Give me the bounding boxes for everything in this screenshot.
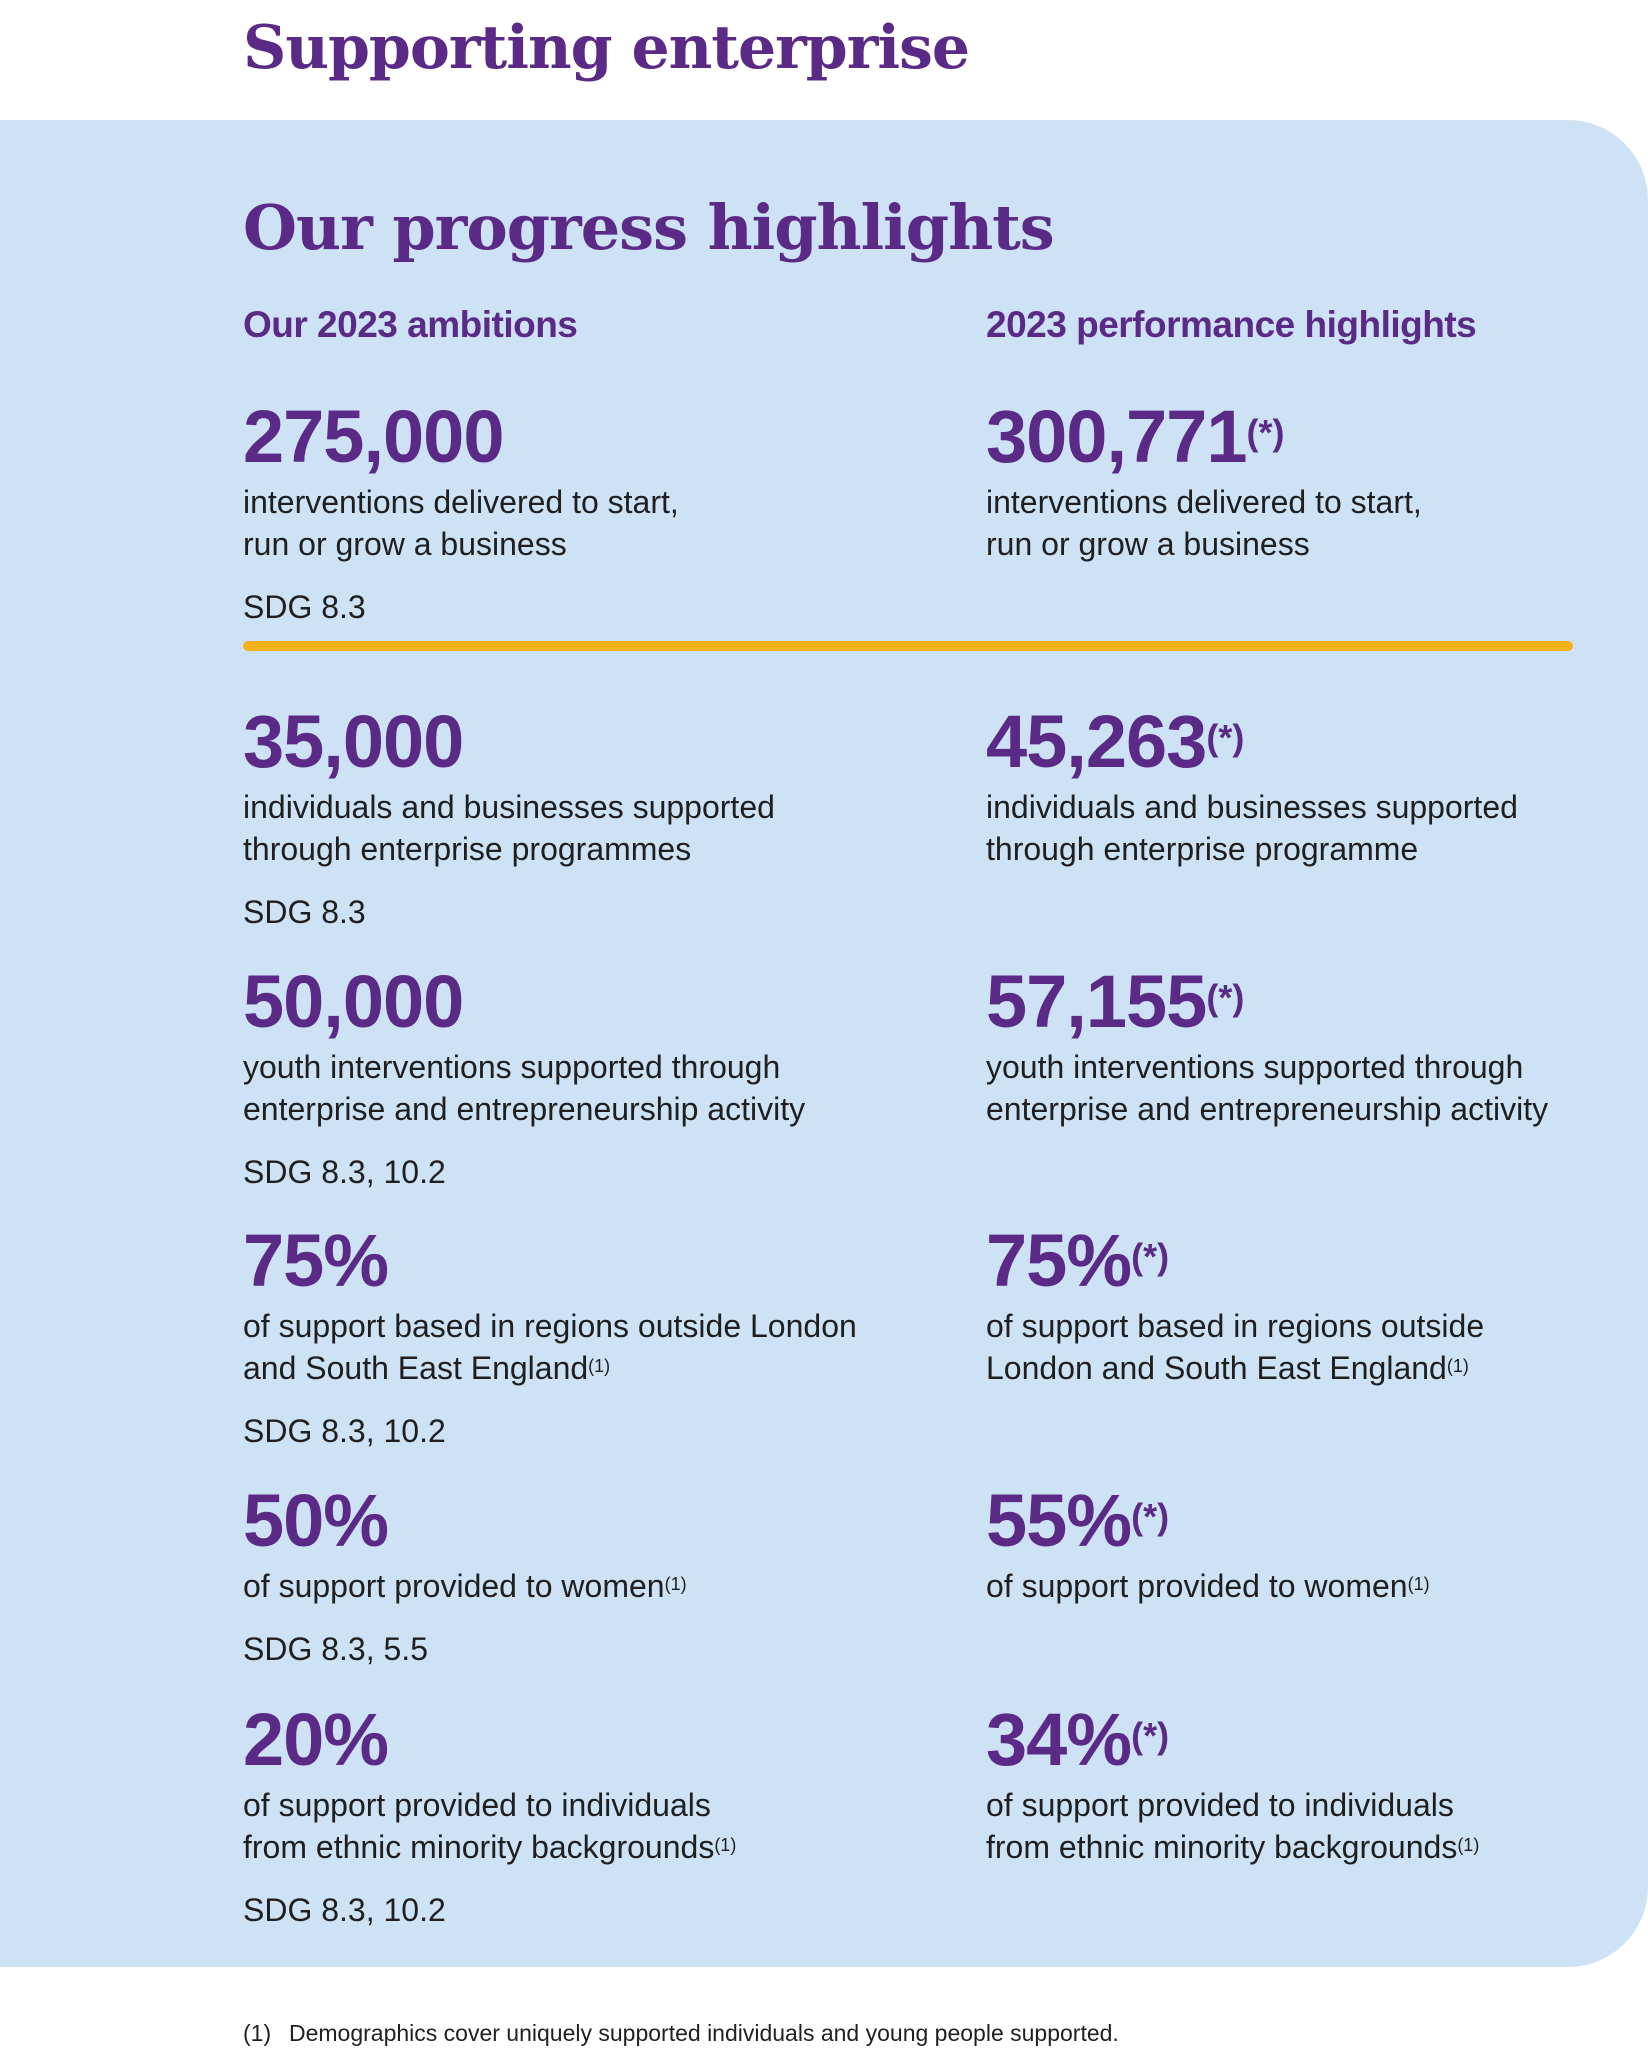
description-text: from ethnic minority backgrounds [243, 1829, 715, 1865]
performance-value [986, 393, 1606, 481]
assured-mark: (*) [1206, 717, 1245, 758]
ambition-description [243, 1305, 883, 1389]
performance-value-number: 300,771 [986, 395, 1247, 478]
sdg-reference: SDG 8.3, 10.2 [243, 1154, 446, 1190]
description-line: interventions delivered to start, [986, 484, 1422, 520]
assured-mark: (*) [1131, 1715, 1170, 1756]
performance-item [986, 958, 1606, 1130]
performance-value [986, 698, 1606, 786]
description-line: enterprise and entrepreneurship activity [986, 1091, 1549, 1127]
description-text: from ethnic minority backgrounds [986, 1829, 1458, 1865]
footnote-text: Demographics cover uniquely supported individuals and young people supported. [289, 2020, 1119, 2046]
footnote-ref: (1) [714, 1835, 737, 1855]
sdg-reference: SDG 8.3, 10.2 [243, 1892, 446, 1928]
ambition-value [243, 958, 883, 1046]
performance-item [986, 1217, 1606, 1389]
ambition-description [243, 1046, 883, 1130]
performance-description [986, 1305, 1606, 1389]
ambition-item [243, 393, 883, 628]
performance-description [986, 1565, 1606, 1607]
ambition-item [243, 1477, 883, 1670]
ambition-description [243, 786, 883, 870]
assured-mark: (*) [1131, 1496, 1170, 1537]
performance-value [986, 958, 1606, 1046]
description-line: run or grow a business [986, 526, 1310, 562]
description-line [243, 1565, 883, 1607]
footnote-ref: (1) [1457, 1835, 1480, 1855]
footnote-ref: (1) [1407, 1574, 1430, 1594]
description-line: of support provided to individuals [986, 1787, 1454, 1823]
performance-item [986, 1696, 1606, 1868]
assured-mark: (*) [1131, 1236, 1170, 1277]
description-line: through enterprise programmes [243, 831, 692, 867]
description-line [986, 1826, 1606, 1868]
footnote-ref: (1) [1446, 1356, 1469, 1376]
performance-description [986, 481, 1606, 565]
description-text: and South East England [243, 1350, 589, 1386]
performance-value [986, 1696, 1606, 1784]
ambition-value-number: 50,000 [243, 960, 464, 1043]
description-line: enterprise and entrepreneurship activity [243, 1091, 806, 1127]
ambition-item [243, 958, 883, 1193]
performance-heading: 2023 performance highlights [986, 304, 1477, 345]
footnote-ref: (1) [588, 1356, 611, 1376]
ambition-value-number: 35,000 [243, 700, 464, 783]
page-title: Supporting enterprise [243, 13, 970, 83]
description-line: of support based in regions outside London [243, 1308, 857, 1344]
ambition-value-number: 75% [243, 1219, 389, 1302]
ambition-item [243, 698, 883, 933]
ambition-value [243, 393, 883, 481]
ambition-value-number: 275,000 [243, 395, 504, 478]
performance-description [986, 786, 1606, 870]
performance-value [986, 1217, 1606, 1305]
description-line: of support based in regions outside [986, 1308, 1485, 1344]
description-line: youth interventions supported through [243, 1049, 781, 1085]
performance-value-number: 34% [986, 1698, 1132, 1781]
description-line: run or grow a business [243, 526, 567, 562]
assured-mark: (*) [1206, 977, 1245, 1018]
description-line: of support provided to individuals [243, 1787, 711, 1823]
description-line: through enterprise programme [986, 831, 1419, 867]
description-line: individuals and businesses supported [986, 789, 1518, 825]
description-text: London and South East England [986, 1350, 1447, 1386]
description-line: interventions delivered to start, [243, 484, 679, 520]
description-line: individuals and businesses supported [243, 789, 775, 825]
performance-item [986, 393, 1606, 565]
sdg-reference: SDG 8.3, 5.5 [243, 1631, 428, 1667]
performance-value [986, 1477, 1606, 1565]
description-line [243, 1347, 883, 1389]
performance-item [986, 698, 1606, 870]
ambition-description [243, 1784, 883, 1868]
footnote [243, 2018, 1119, 2048]
section-title: Our progress highlights [243, 191, 1054, 264]
sdg-reference: SDG 8.3 [243, 894, 366, 930]
performance-description [986, 1784, 1606, 1868]
ambition-value [243, 698, 883, 786]
performance-value-number: 55% [986, 1479, 1132, 1562]
ambition-item [243, 1696, 883, 1931]
divider [243, 641, 1573, 651]
ambition-description [243, 481, 883, 565]
description-text: of support provided to women [986, 1568, 1408, 1604]
description-line [243, 1826, 883, 1868]
ambitions-heading: Our 2023 ambitions [243, 304, 578, 345]
ambition-value-number: 50% [243, 1479, 389, 1562]
ambition-value [243, 1696, 883, 1784]
ambition-value [243, 1217, 883, 1305]
assured-mark: (*) [1246, 412, 1285, 453]
description-line [986, 1347, 1606, 1389]
footnote-ref: (1) [664, 1574, 687, 1594]
description-line: youth interventions supported through [986, 1049, 1524, 1085]
performance-value-number: 75% [986, 1219, 1132, 1302]
performance-description [986, 1046, 1606, 1130]
footnote-number: (1) [243, 2020, 272, 2046]
performance-value-number: 45,263 [986, 700, 1207, 783]
ambition-item [243, 1217, 883, 1452]
performance-value-number: 57,155 [986, 960, 1207, 1043]
sdg-reference: SDG 8.3, 10.2 [243, 1413, 446, 1449]
description-line [986, 1565, 1606, 1607]
ambition-description [243, 1565, 883, 1607]
ambition-value-number: 20% [243, 1698, 389, 1781]
description-text: of support provided to women [243, 1568, 665, 1604]
ambition-value [243, 1477, 883, 1565]
sdg-reference: SDG 8.3 [243, 589, 366, 625]
performance-item [986, 1477, 1606, 1607]
